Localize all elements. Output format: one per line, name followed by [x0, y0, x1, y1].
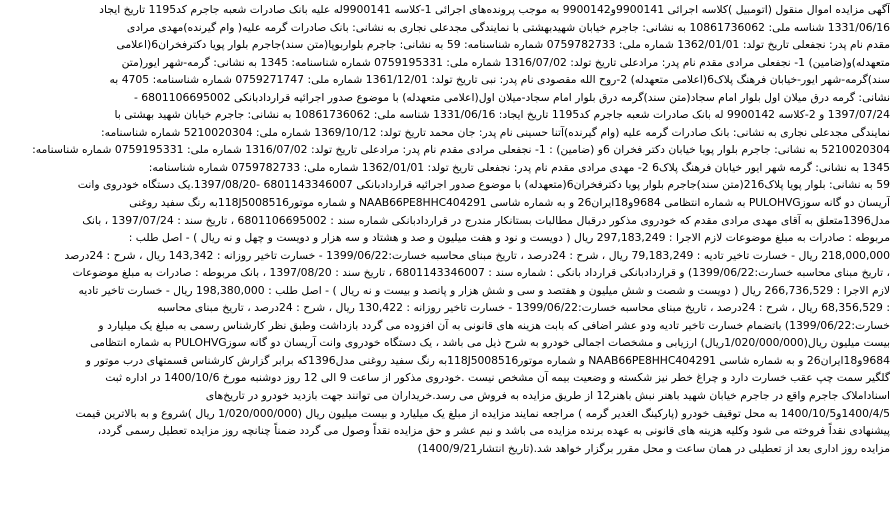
notice-line: مربوطه : صادرات به مبلغ موضوعات لازم الاجرا : 297,183,249 ریال ( دویست و نود و هفت میلیون و صد و هشتاد و سه هزار و دویست و چهل و نه ریال ) - اصل طلب : — [128, 231, 890, 245]
notice-line: بیست میلیون ریال(1/020/000/000ریال) ارزیابی و مشخصات اجمالی خودرو به شرح ذیل می باشد ، یک دستگاه خودروی وانت آریسان دو گانه سوزPULOHVG به شماره انتظامی — [90, 336, 890, 350]
notice-line: متعهدله)و(ضامین) 1- نجفعلی مرادی مقدم نام پدر: مرادعلی تاریخ تولد: 1316/07/02 شماره ملی: 0759195331 شماره شناسنامه: 1345 به نشانی: گرمه-شهر ایور(متن — [121, 55, 890, 69]
notice-line: 59 به نشانی: بلوار پویا پلاک216(متن سند)جاجرم بلوار پویا دکترفخران6(متعهدله) با موضوع صدور اجرائیه قراردادبانکی 6801143346007 -1397/08/20.یک دستگاه خودروی وانت — [77, 178, 890, 192]
notice-line: 1345 به نشانی: گرمه شهر ایور خیابان فرهنگ پلاک6 2- مهدی مرادی مقدم نام پدر: نجفعلی تاریخ تولد: 1362/01/01 شماره ملی: 0759782733 شماره شناسنامه: — [148, 160, 890, 174]
notice-line: 1397/07/24 و 2-کلاسه 9900142 له بانک صادرات شعبه جاجرم کد1195 تاریخ ایجاد: 1331/06/16 شناسه ملی: 10861736062 به نشانی: جاجرم خیابان شهید بهشتی با — [114, 108, 890, 122]
notice-line: آریسان دو گانه سوزPULOHVG به شماره انتظامی 9684و18ایران26 و به شماره شاسی NAAB66PE8HHC404291 و شماره موتور118J5008516به رنگ سفید روغنی — [129, 196, 890, 210]
notice-line: 1400/4/5و1400/10/5 به محل توقیف خودرو (پارکینگ الغدیر گرمه ) مراجعه نمایند مزایده از مبلغ یک میلیارد و بیست میلیون ریال (1/020/000/000 ریال )شروع و به بالاترین قیمت — [75, 406, 890, 420]
notice-line: پیشنهادی نقداً فروخته می شود وکلیه هزینه های قانونی به عهده برنده مزایده می باشد و نیم عشر و حق مزایده نقداً وصول می گردد ضمناً چنانچه روز مزایده تعطیل رسمی گردد، — [97, 424, 890, 438]
notice-line: مقدم نام پدر: نجفعلی تاریخ تولد: 1362/01/01 شماره ملی: 0759782733 شماره شناسنامه: 59 به نشانی: جاجرم بلواربوپا(متن سند)جاجرم بلوار پویا دکترفخران6(اعلامی — [116, 38, 890, 52]
notice-line: خسارت:1399/06/22) باتضمام خسارت تاخیر تادیه ودو عشر اضافی که بابت هزینه های قانونی به آن افزوده می گردد بازداشت وطبق نظر کارشناس رسمی به مبلغ یک میلیارد و — [98, 318, 890, 332]
notice-line: اسناداملاک جاجرم واقع در جاجرم خیابان شهید باهنر نبش باهنر12 از طریق مزایده به فروش می رسد.خریداران می توانند جهت بازدید خودرو در تاریخ‌های — [205, 389, 890, 403]
notice-line: مدل1396متعلق به آقای مهدی مرادی مقدم که خودروی مذکور درقبال مطالبات بستانکار مندرج در قراردادبانکی شماره سند : 6801106695002 ، تاریخ سند : 1397/07/24 ، بانک — [82, 213, 890, 227]
notice-line: 9684و18ایران26 و به شماره شاسی NAAB66PE8HHC404291 و شماره موتور118J5008516به رنگ سفید روغنی مدل1396که برابر گزارش کارشناس قسمتهای درب موتور و — [85, 353, 890, 367]
auction-notice-body — [5, 0, 890, 457]
notice-line: 5210020304 به نشانی: جاجرم بلوار پویا خیابان دکتر فخران 6و (ضامین) : 1- نجفعلی مرادی مقدم نام پدر: مرادعلی تاریخ تولد: 1316/07/02 شماره ملی: 0759195331 شماره شناسنامه: — [32, 143, 890, 157]
notice-line: : 68,356,529 ریال ، شرح : 24درصد ، تاریخ مبنای محاسبه خسارت:1399/06/22 - خسارت تاخیر روزانه : 130,422 ریال ، شرح : 24درصد ، تاریخ مبنای محاسبه — [157, 301, 890, 315]
notice-line: سند)گرمه-شهر ایور-خیابان فرهنگ پلاک6(اعلامی متعهدله) 2-روح الله مقصودی نام پدر: نبی تاریخ تولد: 1361/12/01 شماره ملی: 0759271747 شماره شناسنامه: 4705 به — [109, 73, 890, 87]
notice-line: نمایندگی مجدعلی نجاری به نشانی: بانک صادرات گرمه علیه (وام گیرنده)آتنا حسینی نام پدر: جان محمد تاریخ تولد: 1369/10/12 شماره ملی: 5210020304 شماره شناسنامه: — [101, 125, 890, 139]
notice-line: 218,000,000 ریال - خسارت تاخیر تادیه : 79,183,249 ریال ، شرح : 24درصد ، تاریخ مبنای محاسبه خسارت:1399/06/22 - خسارت تاخیر روزانه : 143,342 ریال ، شرح : 24درصد — [64, 248, 890, 262]
notice-line: ، تاریخ مبنای محاسبه خسارت:1399/06/22) و قراردادبانکی قرارداد بانکی : شماره سند : 6801143346007 ، تاریخ سند : 1397/08/20 ، بانک مربوطه : صادرات به مبلغ موضوعات — [72, 266, 890, 280]
notice-line: 1331/06/16 شناسه ملی: 10861736062 به نشانی: جاجرم خیابان شهیدبهشتی با نمایندگی مجدعلی نجاری به نشانی: بانک صادرات گرمه علیه( وام گیرنده)مهدی مرادی — [126, 20, 890, 34]
notice-line: آگهی مزایده اموال منقول (اتومبیل )کلاسه اجرائی 9900141و9900142 به موجب پرونده‌های اجرائی 1-کلاسه 9900141له علیه بانک صادرات شعبه جاجرم کد1195 تاریخ ایجاد — [99, 3, 890, 16]
notice-line: مزایده روز اداری بعد از تعطیلی در همان ساعت و محل مقرر برگزار خواهد شد.(تاریخ انتشار1400/9/21) — [417, 441, 890, 455]
notice-line: گلگیر سمت چپ عقب خسارت دارد و چراغ خطر نیز شکسته و وضعیت بیمه آن مشخص نیست .خودروی مذکور از ساعت 9 الی 12 روز دوشنبه مورخ 1400/10/6 در اداره ثبت — [105, 371, 890, 385]
notice-line: لازم الاجرا : 266,736,529 ریال ( دویست و شصت و شش میلیون و هفتصد و سی و شش هزار و پانصد و بیست و نه ریال ) - اصل طلب : 198,380,000 ریال - خسارت تاخیر تادیه — [78, 283, 890, 297]
notice-line: نشانی: گرمه درق میلان اول بلوار امام سجاد(متن سند)گرمه درق بلوار امام سجاد-میلان اول(اعلامی متعهدله) با موضوع صدور اجرائیه قراردادبانکی 6801106695002 - — [133, 90, 890, 104]
